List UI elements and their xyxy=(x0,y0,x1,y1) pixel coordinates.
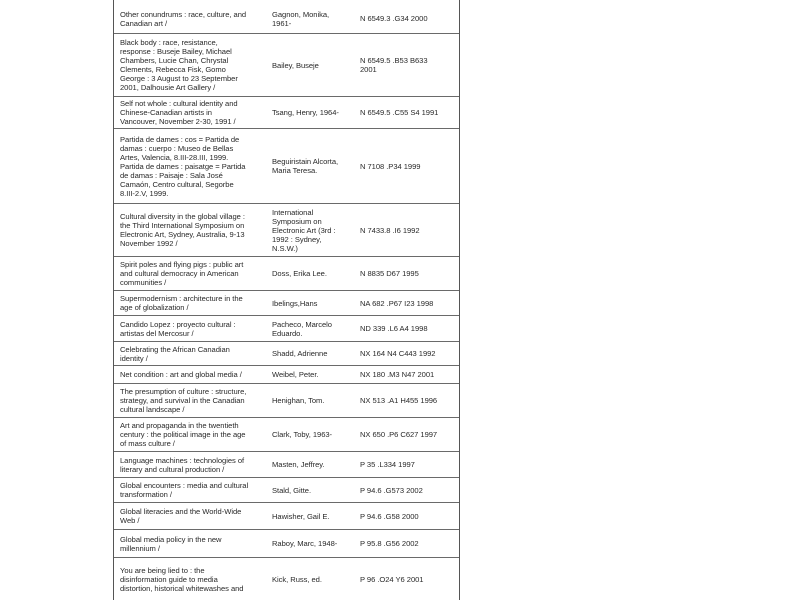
table-row xyxy=(114,366,459,384)
title-cell: Language machines : technologies of literary and cultural production / xyxy=(120,455,245,474)
table-row xyxy=(114,478,459,503)
table-row xyxy=(114,97,459,129)
title-cell: Other conundrums : race, culture, and Canadian art / xyxy=(120,9,247,28)
title-cell: Global literacies and the World-Wide Web / xyxy=(120,507,242,525)
table-row xyxy=(114,342,459,366)
author-cell: Pacheco, Marcelo Eduardo. xyxy=(272,319,332,338)
author-cell: Ibelings,Hans xyxy=(272,298,318,308)
author-cell: Kick, Russ, ed. xyxy=(272,574,322,584)
table-row xyxy=(114,204,459,257)
call-number-cell: N 8835 D67 1995 xyxy=(360,269,419,278)
table-row xyxy=(114,503,459,530)
author-cell: Tsang, Henry, 1964- xyxy=(272,108,339,117)
author-cell: Stald, Gitte. xyxy=(272,485,312,495)
title-cell: You are being lied to : the disinformation guide to media distortion, historical whitewashes and xyxy=(120,565,244,593)
title-cell: Global media policy in the new millennium / xyxy=(120,534,222,553)
table-row xyxy=(114,257,459,291)
title-cell: Supermodernism : architecture in the age of globalization / xyxy=(120,294,243,312)
table-row xyxy=(114,384,459,418)
table-row xyxy=(114,452,459,478)
title-cell: Net condition : art and global media / xyxy=(120,370,242,379)
call-number-cell: P 94.6 .G58 2000 xyxy=(360,511,419,521)
title-cell: Celebrating the African Canadian identity / xyxy=(120,344,230,363)
author-cell: Beguiristain Alcorta, Maria Teresa. xyxy=(272,157,339,175)
call-number-cell: P 35 .L334 1997 xyxy=(360,460,415,469)
call-number-cell: N 6549.3 .G34 2000 xyxy=(360,14,428,23)
title-cell: Global encounters : media and cultural transformation / xyxy=(120,481,249,499)
author-cell: Masten, Jeffrey. xyxy=(272,460,325,469)
call-number-cell: NX 650 .P6 C627 1997 xyxy=(360,430,438,439)
call-number-cell: N 7433.8 .I6 1992 xyxy=(360,225,420,235)
title-cell: Cultural diversity in the global village : the Third International Symposium on Electronic Art, Sydney, Australia, 9-13 November 1992 / xyxy=(120,212,245,248)
author-cell: Weibel, Peter. xyxy=(272,370,319,379)
catalog-page xyxy=(113,0,460,600)
call-number-cell: ND 339 .L6 A4 1998 xyxy=(360,324,428,333)
table-row xyxy=(114,291,459,316)
call-number-cell: NX 180 .M3 N47 2001 xyxy=(360,370,435,379)
table-row xyxy=(114,4,459,34)
author-cell: Hawisher, Gail E. xyxy=(272,511,330,521)
title-cell: Art and propaganda in the twentieth century : the political image in the age of mass culture / xyxy=(120,421,246,448)
call-number-cell: P 96 .O24 Y6 2001 xyxy=(360,574,424,584)
author-cell: Henighan, Tom. xyxy=(272,396,325,405)
call-number-cell: NX 164 N4 C443 1992 xyxy=(360,349,436,358)
call-number-cell: N 6549.5 .B53 B633 2001 xyxy=(360,56,428,74)
call-number-cell: NA 682 .P67 I23 1998 xyxy=(360,298,434,308)
table-row xyxy=(114,418,459,452)
title-cell: The presumption of culture : structure, strategy, and survival in the Canadian cultural landscape / xyxy=(120,387,247,414)
table-row xyxy=(114,34,459,97)
title-cell: Spirit poles and flying pigs : public art and cultural democracy in American communities / xyxy=(120,260,244,287)
author-cell: Clark, Toby, 1963- xyxy=(272,430,333,439)
title-cell: Black body : race, resistance, response : Buseje Bailey, Michael Chambers, Lucie Chan, Chrystal Clements, Rebecca Fisk, Gomo George : 3 August to 23 September 2001, Dalhousie Art Gallery / xyxy=(120,38,238,92)
author-cell: Shadd, Adrienne xyxy=(272,349,328,358)
call-number-cell: P 94.6 .G573 2002 xyxy=(360,485,423,495)
title-cell: Partida de dames : cos = Partida de damas : cuerpo : Museo de Bellas Artes, Valencia, 8.III-28.III, 1999. Partida de dames : paisatge = Partida de damas : Paisaje : Sala José Camaón, Centro cultural, Segorbe 8.III-2.V, 1999. xyxy=(120,134,246,198)
call-number-cell: N 6549.5 .C55 S4 1991 xyxy=(360,108,439,117)
author-cell: International Symposium on Electronic Art (3rd : 1992 : Sydney, N.S.W.) xyxy=(272,207,336,253)
title-cell: Self not whole : cultural identity and Chinese-Canadian artists in Vancouver, November 2-30, 1991 / xyxy=(120,99,238,126)
table-row xyxy=(114,129,459,204)
title-cell: Candido Lopez : proyecto cultural : artistas del Mercosur / xyxy=(120,319,236,338)
call-number-cell: NX 513 .A1 H455 1996 xyxy=(360,396,438,405)
author-cell: Gagnon, Monika, 1961- xyxy=(272,9,330,28)
table-row xyxy=(114,530,459,558)
author-cell: Raboy, Marc, 1948- xyxy=(272,539,338,548)
call-number-cell: N 7108 .P34 1999 xyxy=(360,161,421,171)
table-row xyxy=(114,558,459,600)
call-number-cell: P 95.8 .G56 2002 xyxy=(360,539,419,548)
table-row xyxy=(114,316,459,342)
author-cell: Bailey, Buseje xyxy=(272,60,319,70)
author-cell: Doss, Erika Lee. xyxy=(272,269,327,278)
